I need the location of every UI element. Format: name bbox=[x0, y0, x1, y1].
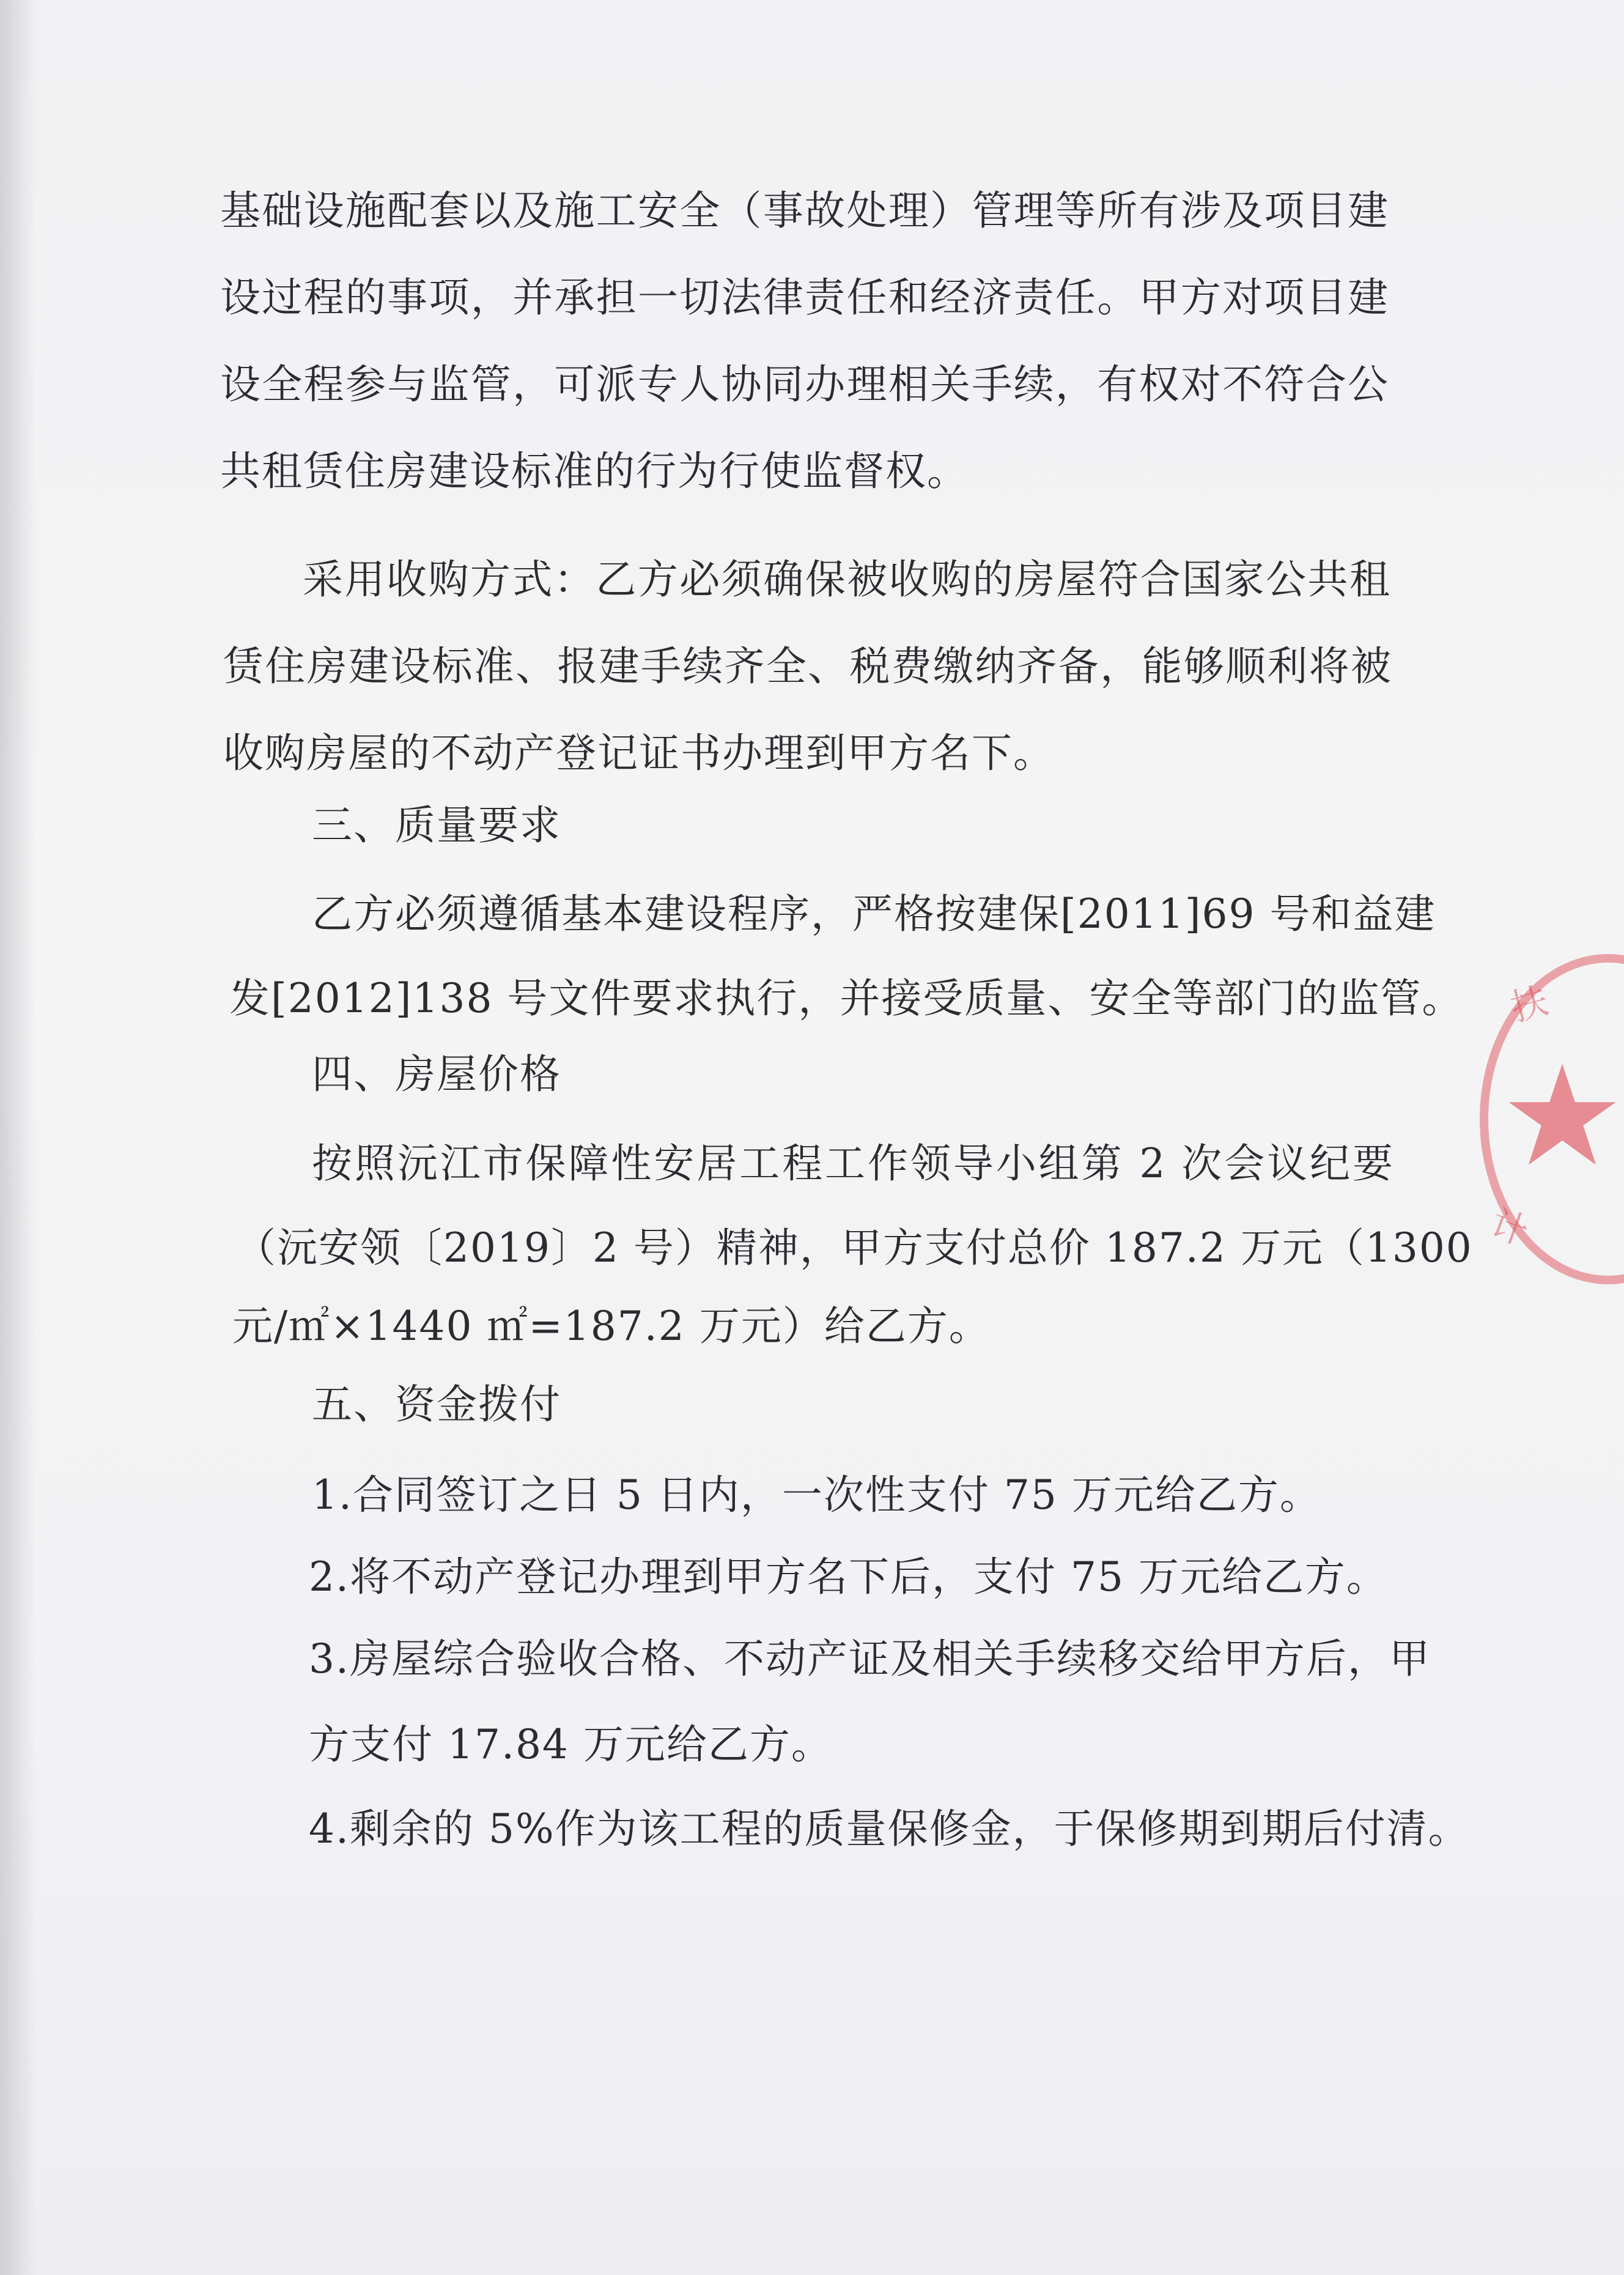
payment-item-3: 3.房屋综合验收合格、不动产证及相关手续移交给甲方后，甲 bbox=[309, 1635, 1431, 1682]
seal-star-icon bbox=[1504, 1058, 1620, 1174]
text-line-13: （沅安领〔2019〕2 号）精神，甲方支付总价 187.2 万元（1300 bbox=[235, 1224, 1473, 1271]
section-heading-funding: 五、资金拨付 bbox=[312, 1381, 561, 1428]
text-line-6: 赁住房建设标准、报建手续齐全、税费缴纳齐备，能够顺利将被 bbox=[223, 643, 1392, 690]
text-line-12: 按照沅江市保障性安居工程工作领导小组第 2 次会议纪要 bbox=[312, 1140, 1394, 1187]
text-line-10: 发[2012]138 号文件要求执行，并接受质量、安全等部门的监管。 bbox=[229, 975, 1464, 1022]
text-line-3: 设全程参与监管，可派专人协同办理相关手续，有权对不符合公 bbox=[220, 361, 1389, 408]
text-line-14: 元/㎡×1440 ㎡=187.2 万元）给乙方。 bbox=[232, 1303, 991, 1350]
payment-item-1: 1.合同签订之日 5 日内，一次性支付 75 万元给乙方。 bbox=[312, 1471, 1321, 1519]
text-line-2: 设过程的事项，并承担一切法律责任和经济责任。甲方对项目建 bbox=[220, 274, 1389, 321]
payment-item-3-cont: 方支付 17.84 万元给乙方。 bbox=[309, 1721, 833, 1768]
section-heading-quality: 三、质量要求 bbox=[312, 802, 561, 849]
payment-item-2: 2.将不动产登记办理到甲方名下后，支付 75 万元给乙方。 bbox=[309, 1553, 1388, 1600]
text-line-9: 乙方必须遵循基本建设程序，严格按建保[2011]69 号和益建 bbox=[312, 890, 1436, 938]
seal-text-fragment-bottom: 计 bbox=[1485, 1201, 1534, 1254]
seal-text-fragment-top: 扶 bbox=[1506, 979, 1553, 1030]
text-line-7: 收购房屋的不动产登记证书办理到甲方名下。 bbox=[223, 730, 1055, 777]
text-line-4: 共租赁住房建设标准的行为行使监督权。 bbox=[220, 448, 969, 495]
section-heading-price: 四、房屋价格 bbox=[312, 1051, 561, 1098]
text-line-1: 基础设施配套以及施工安全（事故处理）管理等所有涉及项目建 bbox=[220, 187, 1389, 234]
text-line-5: 采用收购方式：乙方必须确保被收购的房屋符合国家公共租 bbox=[303, 556, 1391, 603]
page-edge-shadow bbox=[0, 0, 37, 2275]
payment-item-4: 4.剩余的 5%作为该工程的质量保修金，于保修期到期后付清。 bbox=[309, 1805, 1470, 1852]
